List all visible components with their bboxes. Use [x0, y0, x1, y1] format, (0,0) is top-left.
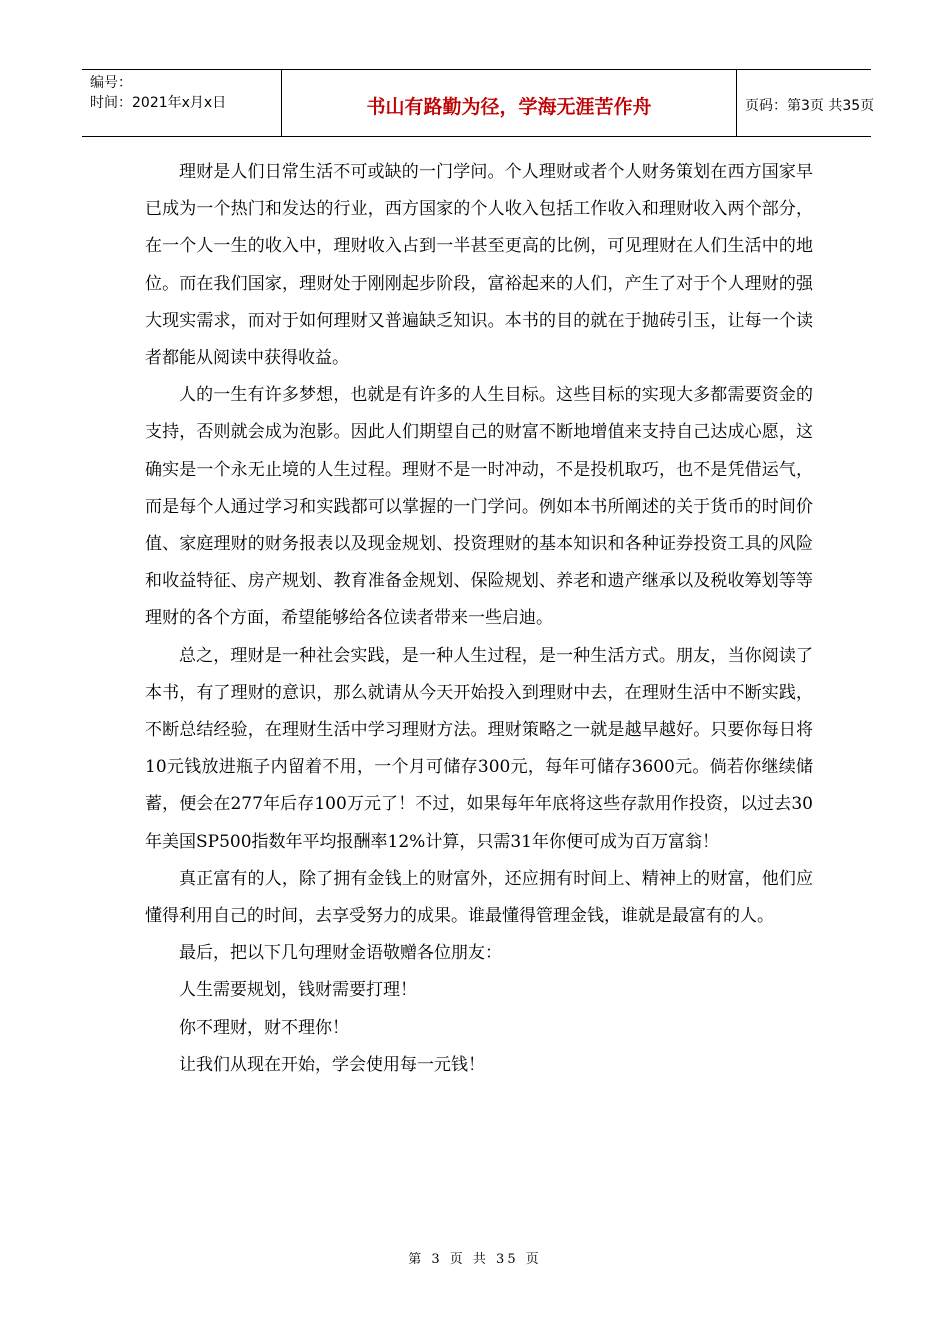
paragraph: 人的一生有许多梦想，也就是有许多的人生目标。这些目标的实现大多都需要资金的支持，否则就会成为泡影。因此人们期望自己的财富不断地增值来支持自己达成心愿，这确实是一个永无止境的人生过程。理财不是一时冲动，不是投机取巧，也不是凭借运气，而是每个人通过学习和实践都可以掌握的一门学问。例如本书所阐述的关于货币的时间价值、家庭理财的财务报表以及现金规划、投资理财的基本知识和各种证券投资工具的风险和收益特征、房产规划、教育准备金规划、保险规划、养老和遗产继承以及税收筹划等等理财的各个方面，希望能够给各位读者带来一些启迪。 [145, 385, 813, 629]
document-number-label: 编号： [90, 75, 132, 91]
page-footer: 第 3 页 共 35 页 [408, 1252, 542, 1267]
saying-line: 你不理财，财不理你！ [179, 1017, 349, 1038]
header-motto-cell [282, 70, 737, 136]
saying-line: 人生需要规划，钱财需要打理！ [179, 980, 417, 1001]
paragraph: 真正富有的人，除了拥有金钱上的财富外，还应拥有时间上、精神上的财富，他们应懂得利用自己的时间，去享受努力的成果。谁最懂得管理金钱，谁就是最富有的人。 [145, 868, 813, 927]
document-time-label: 时间：2021年x月x日 [90, 95, 227, 111]
motto-text: 书山有路勤为径，学海无涯苦作舟 [366, 96, 652, 118]
header-info-cell [82, 70, 282, 136]
saying-line: 让我们从现在开始，学会使用每一元钱！ [179, 1054, 485, 1075]
paragraph: 理财是人们日常生活不可或缺的一门学问。个人理财或者个人财务策划在西方国家早已成为一个热门和发达的行业，西方国家的个人收入包括工作收入和理财收入两个部分，在一个人一生的收入中，理财收入占到一半甚至更高的比例，可见理财在人们生活中的地位。而在我们国家，理财处于刚刚起步阶段，富裕起来的人们，产生了对于个人理财的强大现实需求，而对于如何理财又普遍缺乏知识。本书的目的就在于抛砖引玉，让每一个读者都能从阅读中获得收益。 [145, 162, 813, 369]
header-table [82, 69, 875, 137]
paragraph: 最后，把以下几句理财金语敬赠各位朋友： [179, 943, 502, 964]
page-number-label: 页码：第3页 共35页 [745, 98, 875, 114]
header-page-cell [737, 70, 875, 136]
body-text [145, 154, 813, 1084]
paragraph: 总之，理财是一种社会实践，是一种人生过程，是一种生活方式。朋友，当你阅读了本书，有了理财的意识，那么就请从今天开始投入到理财中去，在理财生活中不断实践，不断总结经验，在理财生活中学习理财方法。理财策略之一就是越早越好。只要你每日将10元钱放进瓶子内留着不用，一个月可储存300元，每年可储存3600元。倘若你继续储蓄，便会在277年后存100万元了！不过，如果每年年底将这些存款用作投资，以过去30年美国SP500指数年平均报酬率12%计算，只需31年你便可成为百万富翁！ [145, 645, 813, 852]
